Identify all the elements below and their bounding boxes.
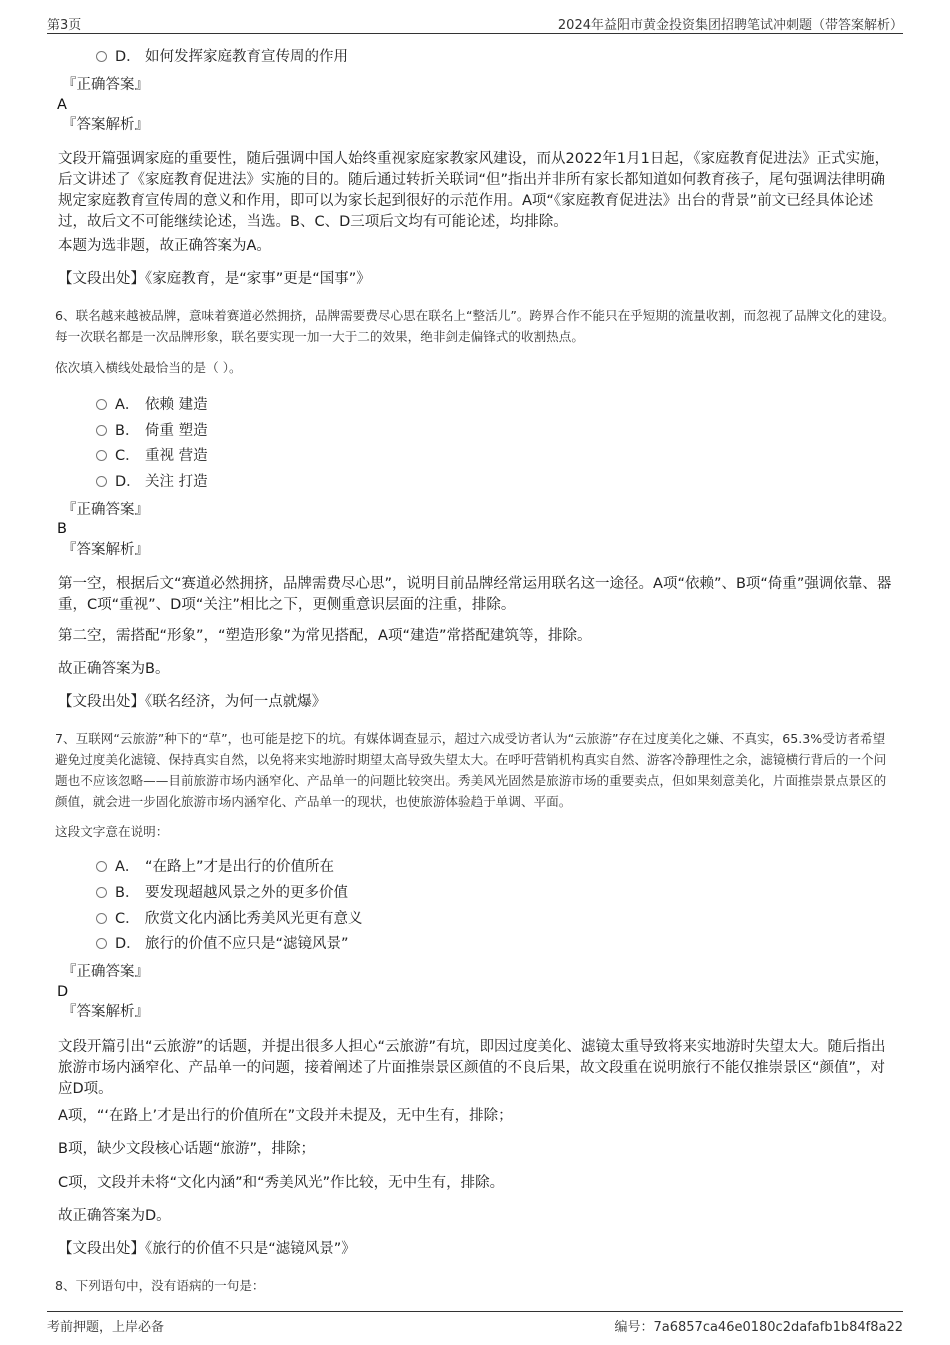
q6-option-c[interactable]: C． 重视 营造 <box>96 446 208 466</box>
q7-option-b[interactable]: B． 要发现超越风景之外的更多价值 <box>96 883 348 903</box>
radio-icon[interactable] <box>96 861 107 872</box>
document-title: 2024年益阳市黄金投资集团招聘笔试冲刺题（带答案解析） <box>557 18 903 33</box>
q7-analysis-label: 『答案解析』 <box>62 1004 149 1020</box>
q5-option-d[interactable]: D． 如何发挥家庭教育宣传周的作用 <box>96 47 348 67</box>
footer-slogan: 考前押题，上岸必备 <box>47 1320 165 1335</box>
page-footer <box>47 1311 903 1336</box>
page-header <box>47 11 903 34</box>
q7-analysis-paragraph: 故正确答案为D。 <box>58 1208 171 1224</box>
q6-answer: B <box>57 521 67 537</box>
q7-option-d[interactable]: D． 旅行的价值不应只是“滤镜风景” <box>96 934 349 954</box>
q6-analysis-paragraph: 第二空，需搭配“形象”，“塑造形象”为常见搭配，A项“建造”常搭配建筑等，排除。 <box>58 628 592 644</box>
radio-icon[interactable] <box>96 476 107 487</box>
q6-source: 【文段出处】《联名经济，为何一点就爆》 <box>58 694 327 710</box>
q7-analysis-paragraph: 文段开篇引出“云旅游”的话题，并提出很多人担心“云旅游”有坑，即因过度美化、滤镜太重导致将来实地游时失望太大。随后指出旅游市场内涵窄化、产品单一的问题，接着阐述了片面推崇景区颜值的不良后果，故文段重在说明旅行不能仅推崇景区“颜值”，对应D项。 <box>58 1039 886 1097</box>
q7-answer: D <box>57 984 69 1000</box>
q7-analysis-paragraph: A项，“‘在路上’才是出行的价值所在”文段并未提及，无中生有，排除； <box>58 1108 513 1124</box>
q5-source: 【文段出处】《家庭教育，是“家事”更是“国事”》 <box>58 271 371 287</box>
q7-option-a[interactable]: A． “在路上”才是出行的价值所在 <box>96 857 334 877</box>
q6-stem: 6、联名越来越被品牌，意味着赛道必然拥挤，品牌需要费尽心思在联名上“整活儿”。跨界合作不能只在乎短期的流量收割，而忽视了品牌文化的建设。每一次联名都是一次品牌形象，联名要实现一加一大于二的效果，绝非剑走偏锋式的收割热点。 <box>55 308 895 344</box>
radio-icon[interactable] <box>96 450 107 461</box>
q7-analysis-paragraph: B项，缺少文段核心话题“旅游”，排除； <box>58 1141 315 1157</box>
radio-icon[interactable] <box>96 913 107 924</box>
q6-option-d[interactable]: D． 关注 打造 <box>96 472 208 492</box>
q7-analysis-paragraph: C项，文段并未将“文化内涵”和“秀美风光”作比较，无中生有，排除。 <box>58 1175 505 1191</box>
q7-stem: 7、互联网“云旅游”种下的“草”，也可能是挖下的坑。有媒体调查显示，超过六成受访者认为“云旅游”存在过度美化之嫌、不真实，65.3%受访者希望避免过度美化滤镜、保持真实自然，以免将来实地游时期望太高导致失望太大。在呼吁营销机构真实自然、游客冷静理性之余，滤镜横行背后的一个问题也不应该忽略——目前旅游市场内涵窄化、产品单一的问题比较突出。秀美风光固然是旅游市场的重要卖点，但如果刻意美化，片面推崇景点景区的颜值，就会进一步固化旅游市场内涵窄化、产品单一的现状，也使旅游体验趋于单调、平面。 <box>55 731 887 809</box>
radio-icon[interactable] <box>96 425 107 436</box>
q6-answer-label: 『正确答案』 <box>62 502 149 518</box>
q6-option-a[interactable]: A． 依赖 建造 <box>96 395 208 415</box>
document-code: 编号：7a6857ca46e0180c2dafafb1b84f8a22 <box>614 1320 903 1335</box>
q6-analysis-paragraph: 第一空，根据后文“赛道必然拥挤，品牌需费尽心思”，说明目前品牌经常运用联名这一途径。A项“依赖”、B项“倚重”强调依靠、器重，C项“重视”、D项“关注”相比之下，更侧重意识层面的注重，排除。 <box>58 576 892 613</box>
q5-analysis-label: 『答案解析』 <box>62 117 149 133</box>
q6-analysis-label: 『答案解析』 <box>62 542 149 558</box>
q5-analysis-paragraph: 文段开篇强调家庭的重要性，随后强调中国人始终重视家庭家教家风建设，而从2022年1月1日起，《家庭教育促进法》正式实施，后文讲述了《家庭教育促进法》实施的目的。随后通过转折关联词“但”指出并非所有家长都知道如何教育孩子，尾句强调法律明确规定家庭教育宣传周的意义和作用，即可以为家长起到很好的示范作用。A项“《家庭教育促进法》出台的背景”前文已经具体论述过，故后文不可能继续论述，当选。B、C、D三项后文均有可能论述，均排除。 <box>58 151 890 230</box>
q6-prompt: 依次填入横线处最恰当的是（ ）。 <box>55 360 242 375</box>
q5-answer-label: 『正确答案』 <box>62 77 149 93</box>
radio-icon[interactable] <box>96 51 107 62</box>
q7-option-c[interactable]: C． 欣赏文化内涵比秀美风光更有意义 <box>96 909 363 929</box>
q5-analysis-paragraph: 本题为选非题，故正确答案为A。 <box>58 238 271 254</box>
q5-answer: A <box>57 97 67 113</box>
q6-analysis-paragraph: 故正确答案为B。 <box>58 661 170 677</box>
q7-source: 【文段出处】《旅行的价值不只是“滤镜风景”》 <box>58 1241 356 1257</box>
page-number: 第3页 <box>47 18 82 33</box>
radio-icon[interactable] <box>96 938 107 949</box>
q7-prompt: 这段文字意在说明： <box>55 824 169 839</box>
q6-option-b[interactable]: B． 倚重 塑造 <box>96 421 208 441</box>
q7-answer-label: 『正确答案』 <box>62 964 149 980</box>
q8-stem: 8、下列语句中，没有语病的一句是： <box>55 1278 265 1293</box>
radio-icon[interactable] <box>96 399 107 410</box>
radio-icon[interactable] <box>96 887 107 898</box>
